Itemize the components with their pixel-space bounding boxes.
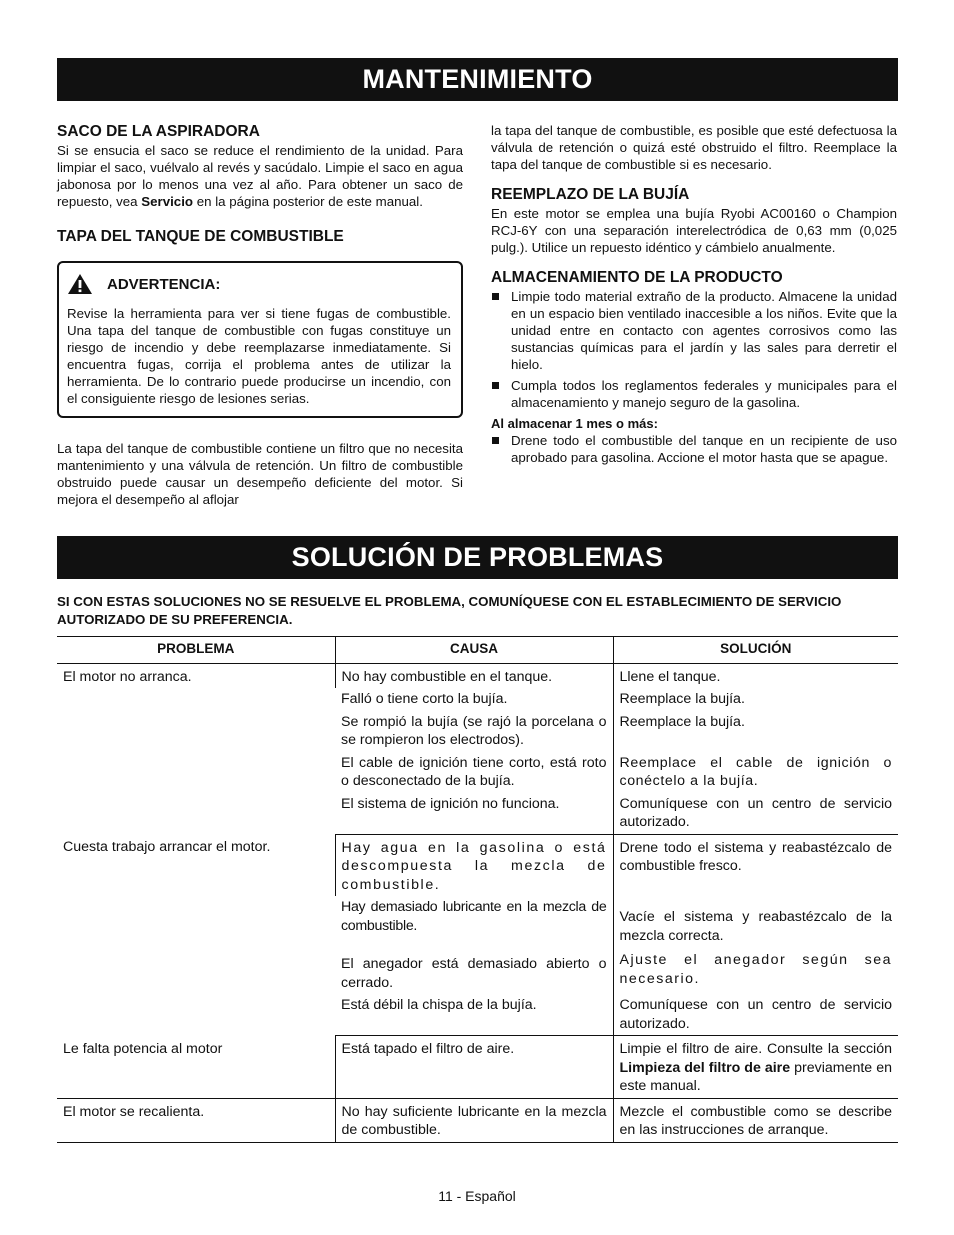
maintenance-right-column	[491, 122, 897, 466]
solution-text-end: previamente en este manual.	[619, 1059, 892, 1094]
cause-cell: Hay agua en la gasolina o está descompuesta la mezcla de combustible.	[335, 834, 613, 896]
warning-header	[67, 273, 451, 295]
page-footer: 11 - Español	[438, 1188, 516, 1204]
fuel-cap-text-part2: la tapa del tanque de combustible, es posible que esté defectuosa la válvula de retención o quizá esté obstruido el filtro. Reemplace la tapa del tanque de combustible si es necesario.	[491, 123, 897, 172]
warning-triangle-icon	[67, 273, 93, 295]
solution-cell	[613, 1036, 898, 1099]
solution-cell: Reemplace la bujía.	[613, 711, 898, 752]
solution-text-start: Limpie el filtro de aire. Consulte la sección	[619, 1041, 892, 1057]
cause-cell: No hay combustible en el tanque.	[335, 663, 613, 688]
cause-cell: Falló o tiene corto la bujía.	[341, 691, 508, 707]
solution-cell: Comuníquese con un centro de servicio autorizado.	[613, 793, 898, 835]
solution-cell: Drene todo el sistema y reabastézcalo de combustible fresco.	[613, 834, 898, 896]
storage-item: Cumpla todos los reglamentos federales y municipales para el almacenamiento y manejo seguro de la gasolina.	[491, 377, 897, 411]
long-term-storage-label: Al almacenar 1 mes o más:	[491, 416, 658, 431]
header-problem: PROBLEMA	[57, 637, 335, 664]
problem-cell: El motor se recalienta.	[57, 1098, 335, 1142]
spark-plug-text: En este motor se emplea una bujía Ryobi AC00160 o Champion RCJ-6Y con una separación interelectródica de 0,63 mm (0,025 pulg.). Utilice un repuesto idéntico y cámbielo anualmente.	[491, 206, 897, 255]
cause-cell: Hay demasiado lubricante en la mezcla de combustible.	[341, 899, 607, 934]
table-header-row	[57, 637, 898, 664]
long-term-storage-item: Drene todo el combustible del tanque en un recipiente de uso aprobado para gasolina. Accione el motor hasta que se apague.	[491, 432, 897, 466]
cause-cell: Está tapado el filtro de aire.	[335, 1036, 613, 1099]
cause-cell: El anegador está demasiado abierto o cerrado.	[341, 956, 607, 991]
cause-cell: Está débil la chispa de la bujía.	[335, 994, 613, 1036]
vacuum-bag-text-start: Si se ensucia el saco se reduce el rendimiento de la unidad. Para limpiar el saco, vuélvalo al revés y sacúdalo. Limpie el saco en agua jabonosa por lo menos una vez al año. Para obtener un saco de repuesto, vea	[57, 143, 463, 209]
cause-cell: El sistema de ignición no funciona.	[335, 793, 613, 835]
solution-cell: Ajuste el anegador según sea necesario.	[613, 947, 898, 994]
table-row	[57, 834, 898, 896]
storage-heading: ALMACENAMIENTO DE LA PRODUCTO	[491, 269, 783, 286]
header-solution: SOLUCIÓN	[613, 637, 898, 664]
cause-cell: No hay suficiente lubricante en la mezcla de combustible.	[335, 1098, 613, 1142]
table-row	[57, 663, 898, 688]
cause-cell: El cable de ignición tiene corto, está roto o desconectado de la bujía.	[341, 754, 607, 789]
air-filter-cleaning-reference: Limpieza del filtro de aire	[619, 1059, 791, 1076]
troubleshooting-banner	[57, 536, 898, 579]
table-row	[57, 1098, 898, 1142]
table-row	[57, 1036, 898, 1099]
vacuum-bag-text-end: en la página posterior de este manual.	[193, 194, 423, 209]
solution-cell: Vacíe el sistema y reabastézcalo de la mezcla correcta.	[613, 896, 898, 947]
service-reference: Servicio	[141, 194, 194, 209]
fuel-cap-heading: TAPA DEL TANQUE DE COMBUSTIBLE	[57, 228, 344, 245]
maintenance-title: MANTENIMIENTO	[362, 64, 593, 94]
maintenance-banner	[57, 58, 898, 101]
solution-cell: Reemplace la bujía.	[613, 688, 898, 711]
warning-box	[57, 261, 463, 418]
solution-cell: Llene el tanque.	[613, 663, 898, 688]
maintenance-left-column	[57, 122, 463, 508]
cause-cell: Se rompió la bujía (se rajó la porcelana o se rompieron los electrodos).	[341, 713, 607, 748]
storage-item: Limpie todo material extraño de la producto. Almacene la unidad en un espacio bien ventilado inaccesible a los niños. Evite que la unidad entre en contacto con agentes corrosivos como las sustancias químicas para el jardín y las sales para derretir el hielo.	[491, 288, 897, 373]
service-notice: SI CON ESTAS SOLUCIONES NO SE RESUELVE EL PROBLEMA, COMUNÍQUESE CON EL ESTABLECIMIENTO DE SERVICIO AUTORIZADO DE SU PREFERENCIA.	[57, 594, 842, 627]
header-cause: CAUSA	[335, 637, 613, 664]
solution-cell: Reemplace el cable de ignición o conéctelo a la bujía.	[613, 752, 898, 793]
problem-cell: Le falta potencia al motor	[57, 1036, 335, 1099]
long-term-storage-list	[491, 432, 897, 466]
warning-text: Revise la herramienta para ver si tiene fugas de combustible. Una tapa del tanque de combustible con fugas constituye un riesgo de incendio y debe reemplazarse inmediatamente. Si encuentra fugas, corrija el problema antes de utilizar la herramienta. De lo contrario puede producirse un incendio, con el consiguiente riesgo de lesiones serias.	[67, 306, 451, 406]
fuel-cap-text-part1: La tapa del tanque de combustible contiene un filtro que no necesita mantenimiento y una válvula de retención. Un filtro de combustible obstruido puede causar un desempeño deficiente del motor. Si mejora el desempeño al aflojar	[57, 441, 463, 507]
warning-title: ADVERTENCIA:	[107, 275, 221, 293]
solution-cell: Mezcle el combustible como se describe en las instrucciones de arranque.	[613, 1098, 898, 1142]
spark-plug-heading: REEMPLAZO DE LA BUJÍA	[491, 186, 690, 203]
troubleshooting-title: SOLUCIÓN DE PROBLEMAS	[291, 542, 664, 572]
problem-cell: El motor no arranca.	[63, 668, 192, 685]
vacuum-bag-heading: SACO DE LA ASPIRADORA	[57, 123, 260, 140]
troubleshooting-table	[57, 636, 898, 1143]
vacuum-bag-text	[57, 142, 463, 210]
storage-list	[491, 288, 897, 411]
solution-cell: Comuníquese con un centro de servicio autorizado.	[613, 994, 898, 1036]
problem-cell: Cuesta trabajo arrancar el motor.	[63, 839, 271, 855]
